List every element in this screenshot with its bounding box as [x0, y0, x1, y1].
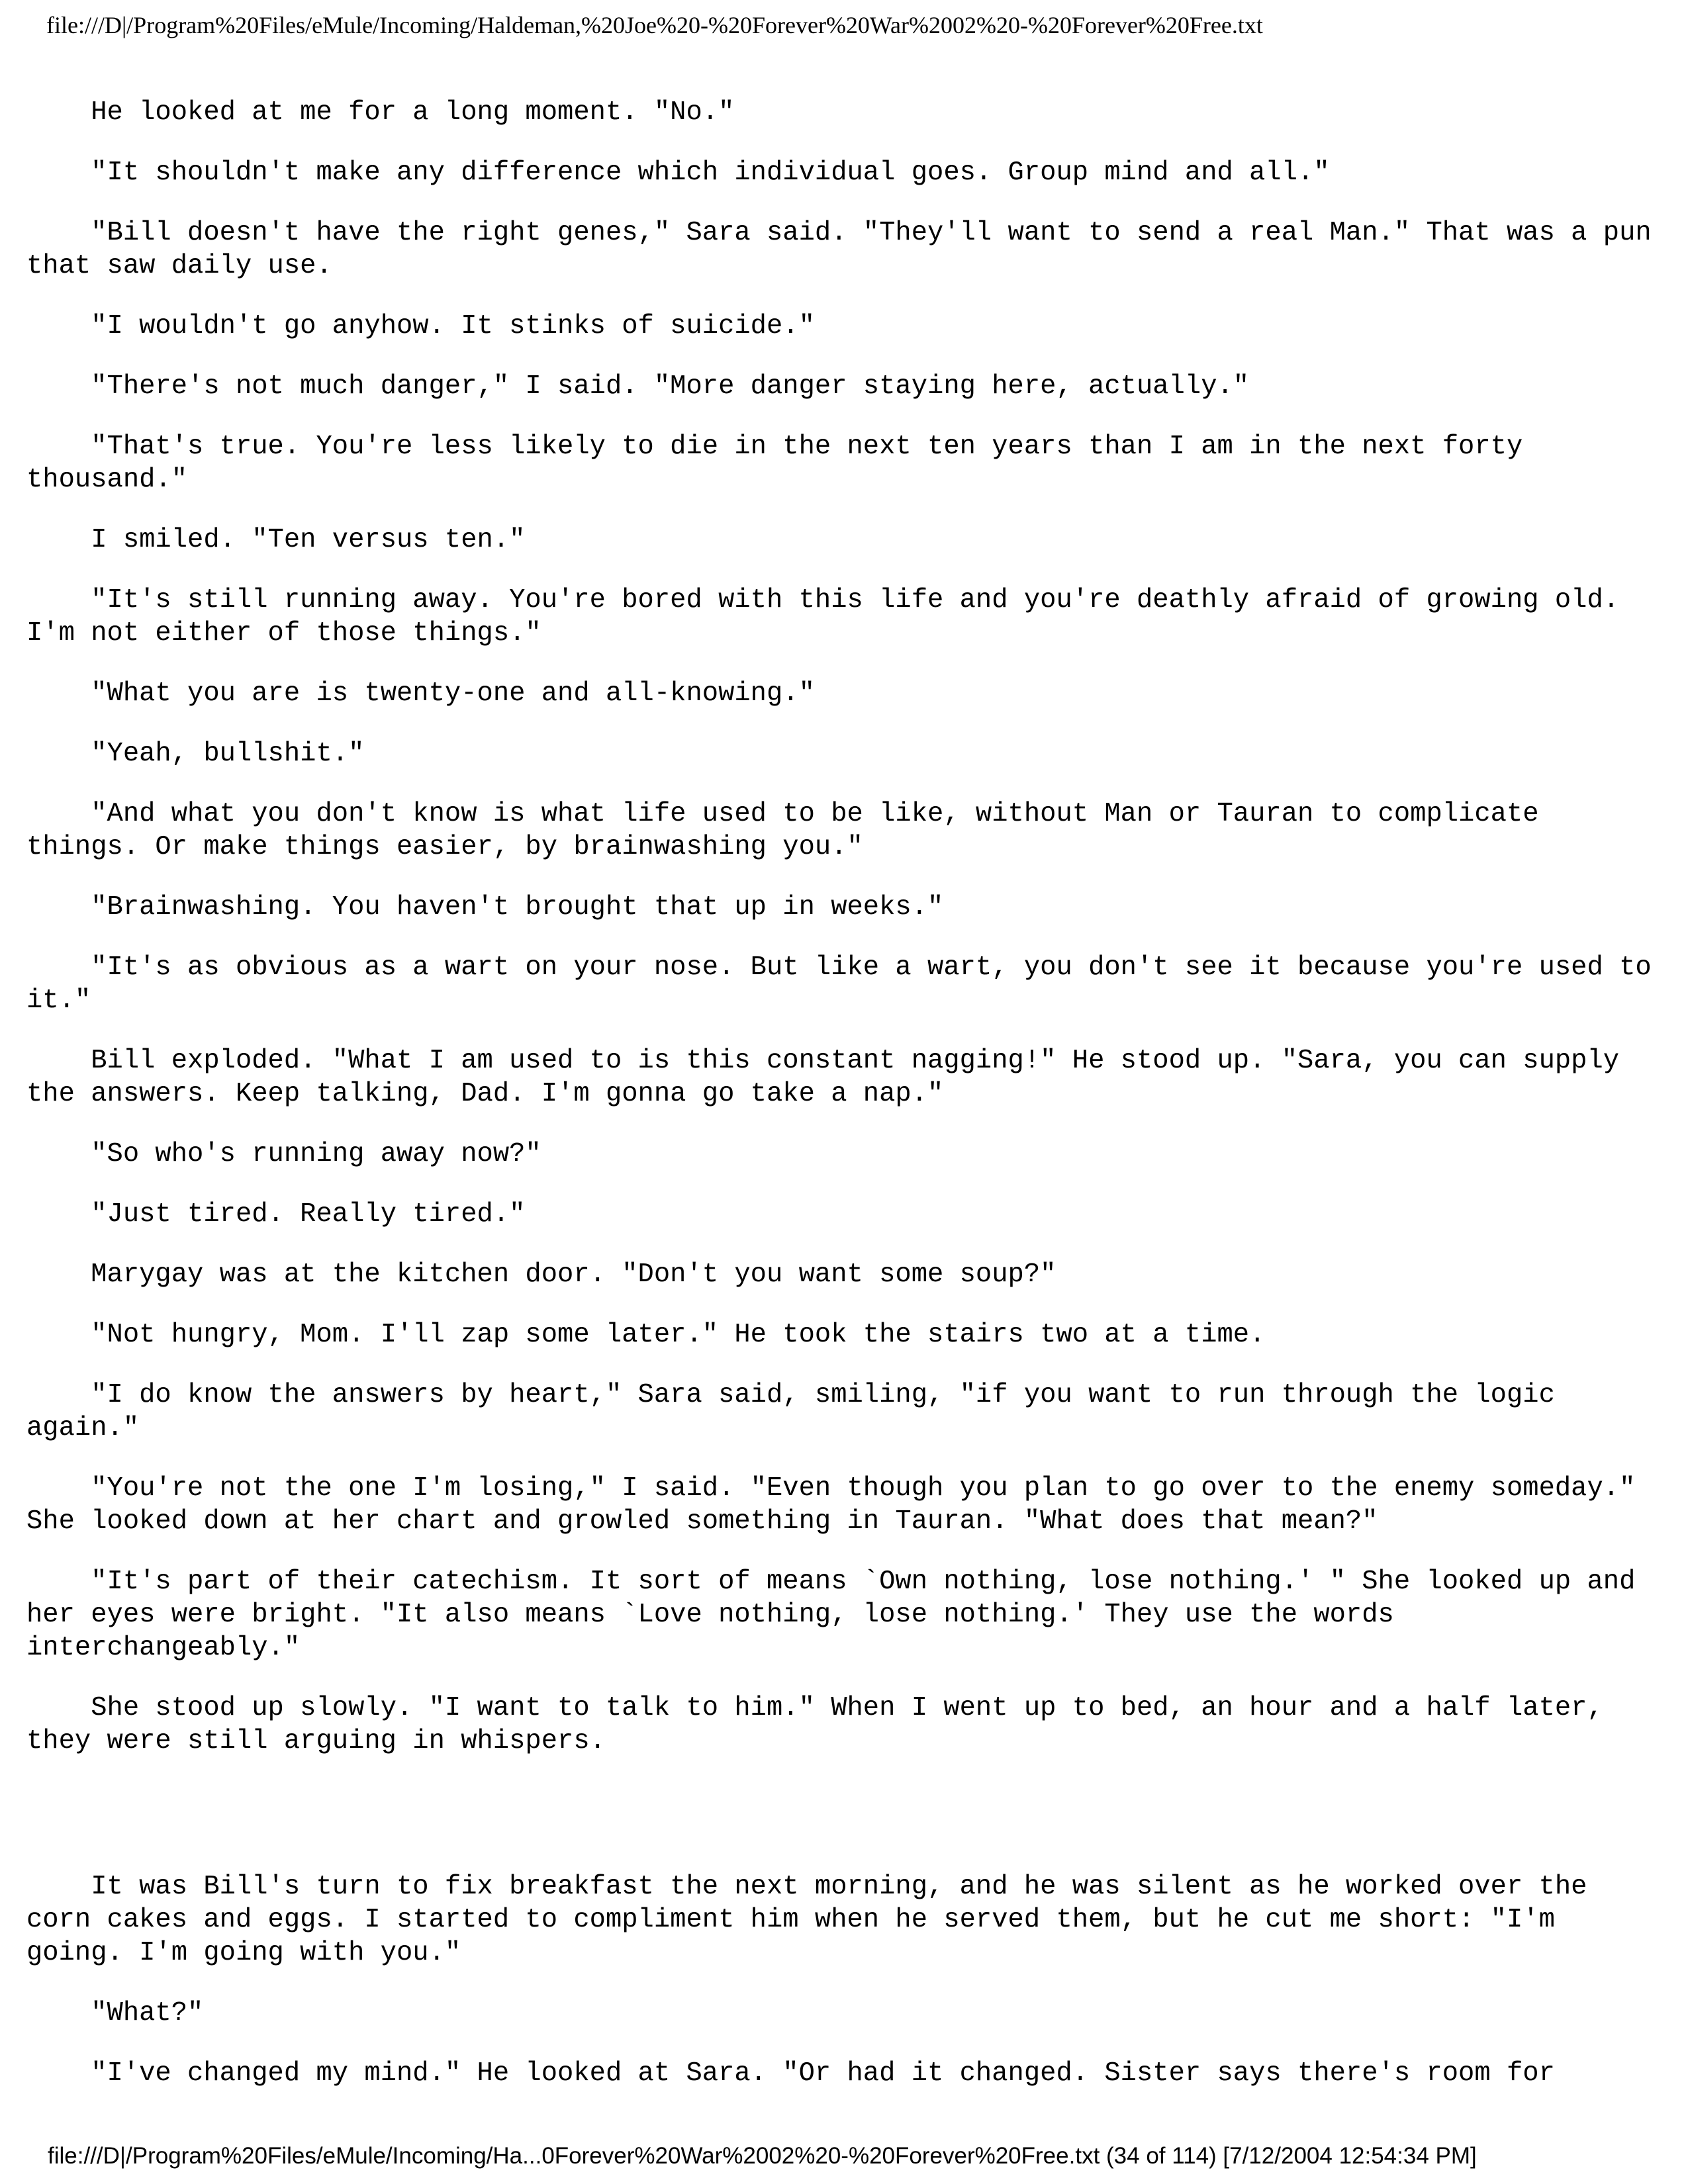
paragraph: "Just tired. Really tired."	[26, 1199, 526, 1230]
paragraph: "Brainwashing. You haven't brought that up in weeks."	[26, 892, 944, 923]
paragraph: Marygay was at the kitchen door. "Don't you want some soup?"	[26, 1259, 1056, 1290]
paragraph: I smiled. "Ten versus ten."	[26, 525, 526, 555]
scene-break	[26, 1785, 1662, 1870]
paragraph: It was Bill's turn to fix breakfast the next morning, and he was silent as he worked over the corn cakes and eggs. I started to compliment him when he served them, but he cut me short: "I'm going. I'm going with you."	[26, 1872, 1603, 1968]
paragraph: "It's part of their catechism. It sort of means `Own nothing, lose nothing.' " She looked up and her eyes were bright. "It also means `Love nothing, lose nothing.' They use the words interchangeably."	[26, 1567, 1652, 1663]
footer-file-path: file:///D|/Program%20Files/eMule/Incoming/Ha...0Forever%20War%2002%20-%20Forever%20Free.txt (34 of 114) [7/12/2004 12:54:34 PM]	[48, 2143, 1477, 2169]
paragraph: "It shouldn't make any difference which individual goes. Group mind and all."	[26, 158, 1330, 188]
paragraph: "And what you don't know is what life used to be like, without Man or Tauran to complicate things. Or make things easier, by brainwashing you."	[26, 799, 1555, 862]
paragraph: "It's still running away. You're bored with this life and you're deathly afraid of growing old. I'm not either of those things."	[26, 585, 1636, 649]
paragraph: "So who's running away now?"	[26, 1139, 541, 1169]
paragraph: "I do know the answers by heart," Sara said, smiling, "if you want to run through the logic again."	[26, 1380, 1571, 1443]
paragraph: "You're not the one I'm losing," I said. "Even though you plan to go over to the enemy someday." She looked down at her chart and growled something in Tauran. "What does that mean?"	[26, 1473, 1652, 1537]
paragraph: "There's not much danger," I said. "More danger staying here, actually."	[26, 371, 1250, 402]
paragraph: "Yeah, bullshit."	[26, 739, 365, 769]
paragraph: "That's true. You're less likely to die in the next ten years than I am in the next forty thousand."	[26, 432, 1539, 495]
paragraph: "Bill doesn't have the right genes," Sara said. "They'll want to send a real Man." That was a pun that saw daily use.	[26, 218, 1668, 281]
header-file-path: file:///D|/Program%20Files/eMule/Incoming/Haldeman,%20Joe%20-%20Forever%20War%2002%20-%20Forever%20Free.txt	[46, 12, 1263, 38]
paragraph: "What you are is twenty-one and all-knowing."	[26, 678, 815, 709]
paragraph: "It's as obvious as a wart on your nose. But like a wart, you don't see it because you're used to it."	[26, 952, 1668, 1016]
paragraph: "I wouldn't go anyhow. It stinks of suicide."	[26, 311, 815, 341]
paragraph: "I've changed my mind." He looked at Sara. "Or had it changed. Sister says there's room for	[26, 2058, 1555, 2089]
paragraph: Bill exploded. "What I am used to is this constant nagging!" He stood up. "Sara, you can supply the answers. Keep talking, Dad. I'm gonna go take a nap."	[26, 1046, 1636, 1109]
paragraph: He looked at me for a long moment. "No."	[26, 97, 735, 128]
paragraph: "Not hungry, Mom. I'll zap some later." He took the stairs two at a time.	[26, 1320, 1266, 1350]
paragraph: "What?"	[26, 1998, 204, 2028]
document-body	[26, 96, 1668, 2117]
paragraph: She stood up slowly. "I want to talk to him." When I went up to bed, an hour and a half later, they were still arguing in whispers.	[26, 1693, 1620, 1756]
